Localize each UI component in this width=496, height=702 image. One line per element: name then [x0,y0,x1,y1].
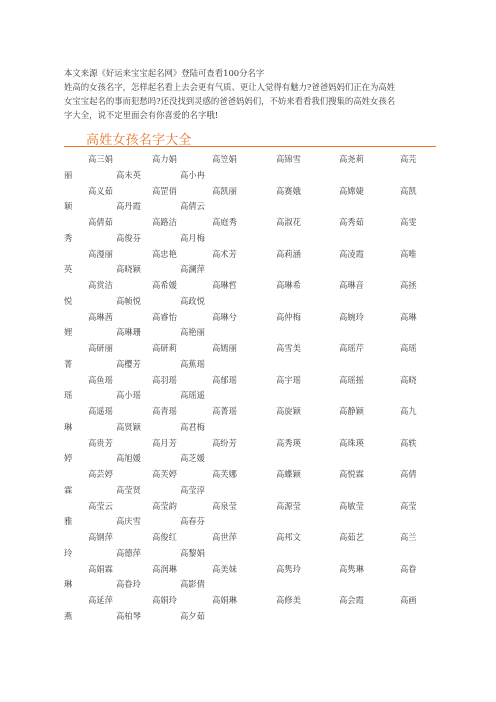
name-line [64,245,436,261]
name-line [64,465,436,481]
name-entry: 高俊红 [152,532,177,542]
name-line-wrap [64,607,436,623]
name-line-wrap [64,323,436,339]
name-entry: 高忠艳 [152,248,177,259]
name-entry: 高琳 [400,311,417,322]
name-entry: 高倩 [400,469,417,479]
name-entry: 高婉玲 [339,311,364,322]
name-fragment: 燕 [64,610,73,621]
name-entry: 高宇瑶 [276,374,301,385]
name-fragment: 雅 [64,516,73,527]
name-line [64,213,436,229]
name-entry: 高芝媛 [180,453,205,464]
name-entry: 高晓 [400,374,417,385]
name-entry: 高旭媛 [116,453,141,464]
name-line [64,402,436,418]
name-entry: 高义茹 [88,185,113,196]
name-entry: 高研莉 [152,343,177,353]
name-entry: 高政悦 [180,295,205,306]
name-entry: 高笠娟 [212,154,237,164]
name-entry: 高雪美 [276,343,301,353]
name-entry: 高贤颖 [116,421,141,432]
name-entry: 高月芳 [152,437,177,448]
name-line-wrap [64,544,436,560]
name-entry: 高漫丽 [88,248,113,259]
name-entry: 高莹韵 [152,500,177,511]
name-line-wrap [64,512,436,528]
name-entry: 高嫦婕 [339,185,364,196]
name-entry: 高三娟 [88,154,113,164]
name-entry: 高研丽 [88,343,113,353]
name-entry: 高夕茹 [180,610,205,621]
name-entry: 高帧悦 [116,295,141,306]
name-entry: 高蕉瑶 [180,358,205,369]
name-entry: 高月梅 [180,232,205,243]
name-entry: 高艳丽 [180,327,205,338]
name-entry: 高柏琴 [116,610,141,621]
name-entry: 高瑶遥 [180,390,205,401]
name-entry: 高雯 [400,217,417,227]
name-line [64,150,436,166]
name-entry: 高瑶摇 [339,374,364,385]
name-fragment: 颖 [64,201,73,212]
name-entry: 高敏莹 [339,500,364,511]
intro-paragraph [64,66,436,122]
name-entry: 高春芬 [180,516,205,527]
name-entry: 高蝶颖 [276,469,301,479]
name-entry: 高贵芳 [88,437,113,448]
name-line [64,339,436,355]
name-line-wrap [64,355,436,371]
name-entry: 高画 [400,595,417,605]
name-entry: 高嫣丽 [212,343,237,353]
name-entry: 高莹贤 [116,484,141,495]
name-entry: 高芸婷 [88,469,113,479]
name-entry: 高珠瑛 [339,437,364,448]
name-entry: 高钢萍 [88,532,113,542]
name-entry: 高琳音 [339,280,364,290]
name-entry: 高术芳 [212,248,237,259]
name-fragment: 英 [64,264,73,275]
name-fragment: 霖 [64,484,73,495]
name-entry: 高瑶芹 [339,343,364,353]
name-entry: 高倩茹 [88,217,113,227]
name-entry: 高隽玲 [276,563,301,574]
name-entry: 高芙婷 [152,469,177,479]
name-entry: 高凯 [400,185,417,196]
name-entry: 高倩云 [180,201,205,212]
name-fragment: 菁 [64,358,73,369]
name-entry: 高庭秀 [212,217,237,227]
name-entry: 高黎娟 [180,547,205,558]
name-entry: 高菁瑶 [212,406,237,416]
name-line [64,371,436,387]
name-entry: 高悦霖 [339,469,364,479]
name-entry: 高樱芳 [116,358,141,369]
name-entry: 高淑花 [276,217,301,227]
name-entry: 高莹 [400,500,417,511]
name-entry: 高美妹 [212,563,237,574]
name-entry: 高琳兮 [212,311,237,322]
name-line-wrap [64,260,436,276]
name-entry: 高俊芬 [116,232,141,243]
name-entry: 高小瑶 [116,390,141,401]
name-entry: 高眷 [400,563,417,574]
name-entry: 高未英 [116,169,141,180]
name-entry: 高拯 [400,280,417,290]
name-line [64,182,436,198]
name-entry: 高静颖 [339,406,364,416]
name-entry: 高路洁 [152,217,177,227]
name-line [64,528,436,544]
name-entry: 高遥瑶 [88,406,113,416]
name-entry: 高羽瑶 [152,374,177,385]
name-entry: 高青瑶 [152,406,177,416]
name-line [64,276,436,292]
name-entry: 高郁瑶 [212,374,237,385]
name-entry: 高丹霞 [116,201,141,212]
name-entry: 高琳茜 [88,311,113,322]
name-entry: 高轶 [400,437,417,448]
name-entry: 高延萍 [88,595,113,605]
name-entry: 高茹艺 [339,532,364,542]
name-entry: 高仲梅 [276,311,301,322]
name-entry: 高修美 [276,595,301,605]
name-fragment: 悦 [64,295,73,306]
name-entry: 高世萍 [212,532,237,542]
name-line-wrap [64,166,436,182]
name-entry: 高眷玲 [116,579,141,590]
name-entry: 高娟霖 [88,563,113,574]
name-fragment: 琳 [64,579,73,590]
name-entry: 高娟琳 [212,595,237,605]
name-entry: 高锦雪 [276,154,301,164]
name-entry: 高润琳 [152,563,177,574]
name-entry: 高邦文 [276,532,301,542]
name-entry: 高罡俏 [152,185,177,196]
name-entry: 高莹淳 [180,484,205,495]
name-entry: 高秀瑛 [276,437,301,448]
name-line-wrap [64,292,436,308]
name-line [64,308,436,324]
name-entry: 高琳珊 [116,327,141,338]
name-entry: 高德萍 [116,547,141,558]
name-entry: 高影倩 [180,579,205,590]
name-entry: 高会霞 [339,595,364,605]
name-entry: 高泉莹 [212,500,237,511]
name-line-wrap [64,229,436,245]
name-entry: 高芙娜 [212,469,237,479]
name-entry: 高唯 [400,248,417,259]
name-fragment: 瑶 [64,390,73,401]
name-fragment: 琳 [64,421,73,432]
name-entry: 高小冉 [180,169,205,180]
name-entry: 高兰 [400,532,417,542]
name-entry: 高娟玲 [152,595,177,605]
name-entry: 高尧莉 [339,154,364,164]
names-list [64,150,436,623]
name-entry: 高隽琳 [339,563,364,574]
name-entry: 高莹云 [88,500,113,511]
name-entry: 高纷芳 [212,437,237,448]
name-entry: 高凯丽 [212,185,237,196]
name-entry: 高源莹 [276,500,301,511]
section-divider [64,146,436,147]
name-entry: 高赛娥 [276,185,301,196]
name-line-wrap [64,386,436,402]
name-fragment: 婷 [64,453,73,464]
name-entry: 高琳哲 [212,280,237,290]
name-entry: 高希媛 [152,280,177,290]
name-line-wrap [64,418,436,434]
name-entry: 高鱼瑶 [88,374,113,385]
name-entry: 高赏洁 [88,280,113,290]
name-line [64,560,436,576]
name-line-wrap [64,575,436,591]
name-fragment: 秀 [64,232,73,243]
name-line-wrap [64,481,436,497]
name-entry: 高旋颖 [276,406,301,416]
name-entry: 高凌霞 [339,248,364,259]
name-entry: 高力娟 [152,154,177,164]
intro-line: 本文来源《好运来宝宝起名网》登陆可查看100分名字 [64,68,265,78]
name-entry: 高瑶 [400,343,417,353]
name-entry: 高莉涵 [276,248,301,259]
name-entry: 高澜萍 [180,264,205,275]
name-line-wrap [64,449,436,465]
intro-line: 字大全，说不定里面会有你喜爱的名字哦! [64,110,219,121]
name-entry: 高九 [400,406,417,416]
name-fragment: 娌 [64,327,73,338]
name-entry: 高君梅 [180,421,205,432]
name-fragment: 玲 [64,547,73,558]
name-entry: 高睿怡 [152,311,177,322]
intro-line: 姓高的女孩名字，怎样起名看上去会更有气质、更让人觉得有魅力?爸爸妈妈们正在为高姓 [64,82,396,93]
section-title: 高姓女孩名字大全 [86,133,192,148]
name-entry: 高琳希 [276,280,301,290]
name-line [64,591,436,607]
name-entry: 高芫 [400,154,417,164]
name-fragment: 丽 [64,169,73,180]
intro-line: 女宝宝起名的事而犯愁吗?还没找到灵感的爸爸妈妈们，不妨来看看我们搜集的高姓女孩名 [64,96,396,107]
name-line [64,434,436,450]
name-line [64,497,436,513]
name-entry: 高庆雪 [116,516,141,527]
name-entry: 高秀茹 [339,217,364,227]
name-line-wrap [64,197,436,213]
name-entry: 高晓颖 [116,264,141,275]
